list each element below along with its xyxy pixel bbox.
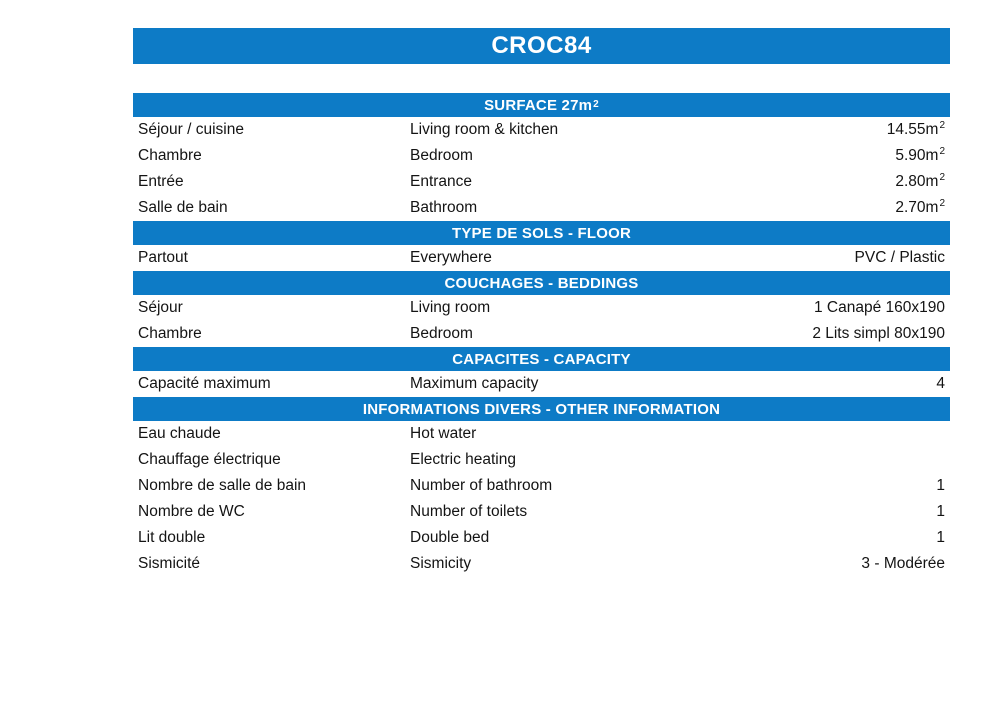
row-value: 2 Lits simpl 80x190 (812, 325, 945, 342)
row-label-en: Number of toilets (410, 503, 528, 520)
section-header (133, 271, 950, 295)
property-sheet (133, 28, 950, 577)
table-row (133, 525, 950, 551)
row-label-fr: Séjour / cuisine (138, 121, 244, 138)
table-row (133, 295, 950, 321)
row-label-fr: Nombre de WC (138, 503, 245, 520)
section-header (133, 221, 950, 245)
section-header-label: INFORMATIONS DIVERS - OTHER INFORMATION (362, 400, 721, 418)
row-value: 3 - Modérée (861, 555, 945, 572)
row-label-en: Living room & kitchen (410, 121, 559, 138)
table-row (133, 371, 950, 397)
superscript: 2 (939, 119, 945, 131)
table-row (133, 447, 950, 473)
row-label-fr: Chauffage électrique (138, 451, 281, 468)
row-label-en: Bedroom (410, 147, 473, 164)
table-row (133, 499, 950, 525)
row-label-fr: Entrée (138, 173, 184, 190)
row-label-fr: Chambre (138, 325, 202, 342)
row-label-fr: Capacité maximum (138, 375, 271, 392)
table-row (133, 245, 950, 271)
row-label-fr: Séjour (138, 299, 183, 316)
row-label-en: Entrance (410, 173, 473, 190)
row-value: 1 (936, 503, 945, 520)
row-label-fr: Nombre de salle de bain (138, 477, 307, 494)
row-label-en: Maximum capacity (410, 375, 539, 392)
page-title: CROC84 (133, 28, 950, 64)
row-value: 4 (936, 375, 945, 392)
row-label-fr: Eau chaude (138, 425, 221, 442)
section-header-label: COUCHAGES - BEDDINGS (444, 274, 639, 292)
row-value: $2.80m^2$ (895, 171, 945, 190)
table-row (133, 421, 950, 447)
row-value: $14.55m^2$ (886, 119, 945, 138)
row-label-fr: Sismicité (138, 555, 201, 572)
row-label-fr: Lit double (138, 529, 206, 546)
row-label-en: Double bed (410, 529, 490, 546)
row-value: PVC / Plastic (854, 249, 945, 266)
row-value: $2.70m^2$ (895, 197, 945, 216)
row-label-en: Living room (410, 299, 491, 316)
table-row (133, 473, 950, 499)
row-label-en: Bathroom (410, 199, 478, 216)
table-row (133, 195, 950, 221)
superscript: 2 (939, 145, 945, 157)
row-label-fr: Salle de bain (138, 199, 228, 216)
row-label-fr: Partout (138, 249, 188, 266)
row-label-en: Bedroom (410, 325, 473, 342)
table-row (133, 143, 950, 169)
row-value: 1 Canapé 160x190 (813, 299, 945, 316)
row-label-en: Electric heating (410, 451, 516, 468)
section-header-label: SURFACE 27m (484, 96, 593, 114)
row-label-en: Number of bathroom (410, 477, 553, 494)
table-row (133, 117, 950, 143)
row-label-en: Everywhere (410, 249, 492, 266)
section-header (133, 397, 950, 421)
section-header-label: TYPE DE SOLS - FLOOR (451, 224, 631, 242)
row-label-en: Sismicity (410, 555, 472, 572)
section-header (133, 347, 950, 371)
row-value: 1 (936, 529, 945, 546)
table-row (133, 169, 950, 195)
row-value: 1 (936, 477, 945, 494)
superscript: 2 (939, 197, 945, 209)
row-label-fr: Chambre (138, 147, 202, 164)
table-row (133, 321, 950, 347)
section-header: SURFACE 27m 2 (133, 93, 950, 117)
table-row (133, 551, 950, 577)
superscript: 2 (939, 171, 945, 183)
row-value: $5.90m^2$ (895, 145, 945, 164)
section-header-label: CAPACITES - CAPACITY (452, 350, 631, 368)
row-label-en: Hot water (410, 425, 477, 442)
sections (133, 93, 950, 577)
